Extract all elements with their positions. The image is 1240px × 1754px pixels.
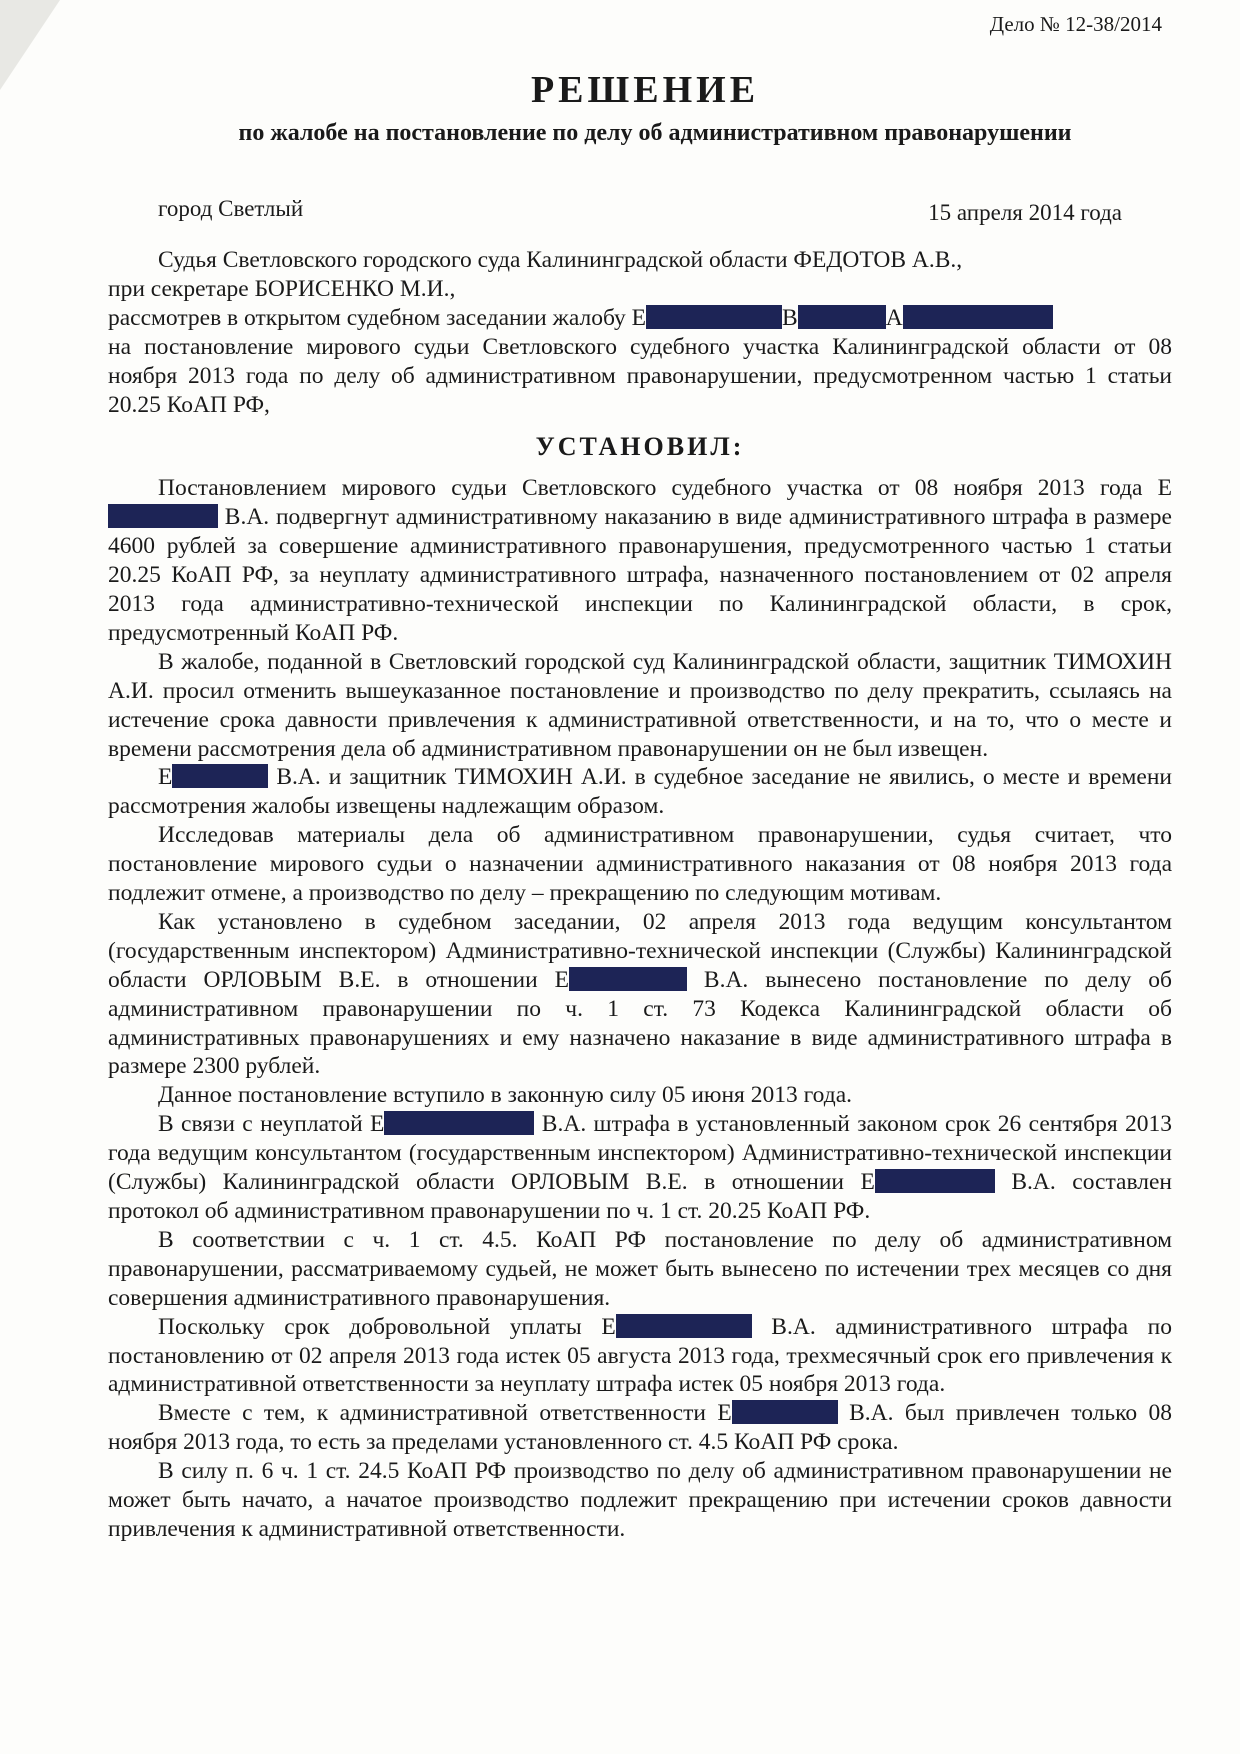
redaction-block — [732, 1400, 838, 1424]
paragraph-5 — [108, 908, 1172, 1081]
intro-resolution: на постановление мирового судьи Светловского судебного участка Калининградской области от 08 ноября 2013 года по делу об административном правонарушении, предусмотренном частью 1 статьи 20.25 КоАП РФ, — [108, 333, 1172, 418]
intro-secretary: при секретаре БОРИСЕНКО М.И., — [108, 275, 456, 302]
redaction-block — [903, 305, 1053, 329]
redaction-block — [384, 1111, 534, 1135]
paragraph-text: В.А. вынесено постановление по делу об административном правонарушении по ч. 1 ст. 73 Кодекса Калининградской области об административных правонарушениях и ему назначено наказание в виде административного штрафа в размере 2300 рублей. — [108, 966, 1172, 1080]
paragraph-1 — [108, 474, 1172, 647]
paragraph-text: В.А. штрафа в установленный законом срок 26 сентября 2013 года ведущим консультантом (государственным инспектором) Административно-технической инспекции (Службы) Калининградской области ОРЛОВЫМ В.Е. в отношении Е — [108, 1111, 1172, 1196]
paragraph-text: Поскольку срок добровольной уплаты Е — [158, 1313, 616, 1340]
redaction-block — [646, 305, 782, 329]
paragraph-text: Как установлено в судебном заседании, 02 апреля 2013 года ведущим консультантом (государственным инспектором) Административно-технической инспекции (Службы) Калининградской области ОРЛОВЫМ В.Е. в отношении Е — [108, 908, 1172, 993]
case-number: Дело № 12-38/2014 — [989, 12, 1162, 36]
paragraph-10 — [108, 1399, 1172, 1457]
intro-initial-v: В — [782, 304, 798, 331]
paragraph-text: Постановлением мирового судьи Светловского судебного участка от 08 ноября 2013 года Е — [158, 475, 1172, 502]
paragraph-3 — [108, 763, 1172, 821]
decision-date: 15 апреля 2014 года — [928, 200, 1122, 225]
paragraph-text: Вместе с тем, к административной ответственности Е — [158, 1400, 732, 1427]
redaction-block — [172, 764, 268, 788]
paragraph-9 — [108, 1313, 1172, 1400]
document-body — [108, 246, 1172, 1544]
city: город Светлый — [158, 196, 304, 221]
redaction-block — [798, 305, 886, 329]
paragraph-2: В жалобе, поданной в Светловский городской суд Калининградской области, защитник ТИМОХИН А.И. просил отменить вышеуказанное постановление и производство по делу прекратить, ссылаясь на истечение срока давности привлечения к административной ответственности, и на то, что о месте и времени рассмотрения дела об административном правонарушении он не был извещен. — [108, 648, 1172, 762]
paragraph-11: В силу п. 6 ч. 1 ст. 24.5 КоАП РФ производство по делу об административном правонарушении не может быть начато, а начатое производство подлежит прекращению при истечении сроков давности привлечения к административной ответственности. — [108, 1458, 1172, 1542]
intro-judge: Судья Светловского городского суда Калининградской области ФЕДОТОВ А.В., — [158, 247, 963, 273]
redaction-block — [875, 1169, 995, 1193]
paragraph-text: В.А. административного штрафа по постановлению от 02 апреля 2013 года истек 05 августа 2013 года, трехмесячный срок его привлечения к административной ответственности за неуплату штрафа истек 05 ноября 2013 года. — [108, 1313, 1172, 1398]
document-subtitle: по жалобе на постановление по делу об административном правонарушении — [238, 120, 1072, 146]
document-title: РЕШЕНИЕ — [530, 69, 760, 111]
paragraph-text: В.А. составлен протокол об административном правонарушении по ч. 1 ст. 20.25 КоАП РФ. — [108, 1169, 1172, 1224]
intro-initial-a: А — [885, 304, 903, 331]
paragraph-4: Исследовав материалы дела об административном правонарушении, судья считает, что постановление мирового судьи о назначении административного наказания от 08 ноября 2013 года подлежит отмене, а производство по делу – прекращению по следующим мотивам. — [108, 822, 1172, 907]
paragraph-text: В.А. подвергнут административному наказанию в виде административного штрафа в размере 4600 рублей за совершение административного правонарушения, предусмотренного частью 1 статьи 20.25 КоАП РФ, за неуплату административного штрафа, назначенного постановлением от 02 апреля 2013 года административно-технической инспекции по Калининградской области, в срок, предусмотренный КоАП РФ. — [108, 504, 1172, 646]
redaction-block — [569, 967, 687, 991]
paragraph-text: Е — [158, 764, 173, 791]
paragraph-6: Данное постановление вступило в законную силу 05 июня 2013 года. — [158, 1082, 852, 1109]
redaction-block — [616, 1314, 752, 1338]
redaction-block — [108, 504, 218, 528]
intro-complaint-text: рассмотрев в открытом судебном заседании жалобу Е — [108, 304, 646, 331]
paragraph-text: В связи с неуплатой Е — [158, 1111, 385, 1138]
paragraph-text: В.А. был привлечен только 08 ноября 2013 года, то есть за пределами установленного ст. 4.5 КоАП РФ срока. — [108, 1400, 1172, 1456]
paragraph-7 — [108, 1110, 1172, 1226]
established-heading: УСТАНОВИЛ: — [535, 432, 745, 462]
intro-complaint — [108, 304, 1172, 333]
paragraph-8: В соответствии с ч. 1 ст. 4.5. КоАП РФ постановление по делу об административном правонарушении, рассматриваемому судьей, не может быть вынесено по истечении трех месяцев со дня совершения административного правонарушения. — [108, 1226, 1172, 1311]
paragraph-text: В.А. и защитник ТИМОХИН А.И. в судебное заседание не явились, о месте и времени рассмотрения жалобы извещены надлежащим образом. — [108, 764, 1172, 820]
